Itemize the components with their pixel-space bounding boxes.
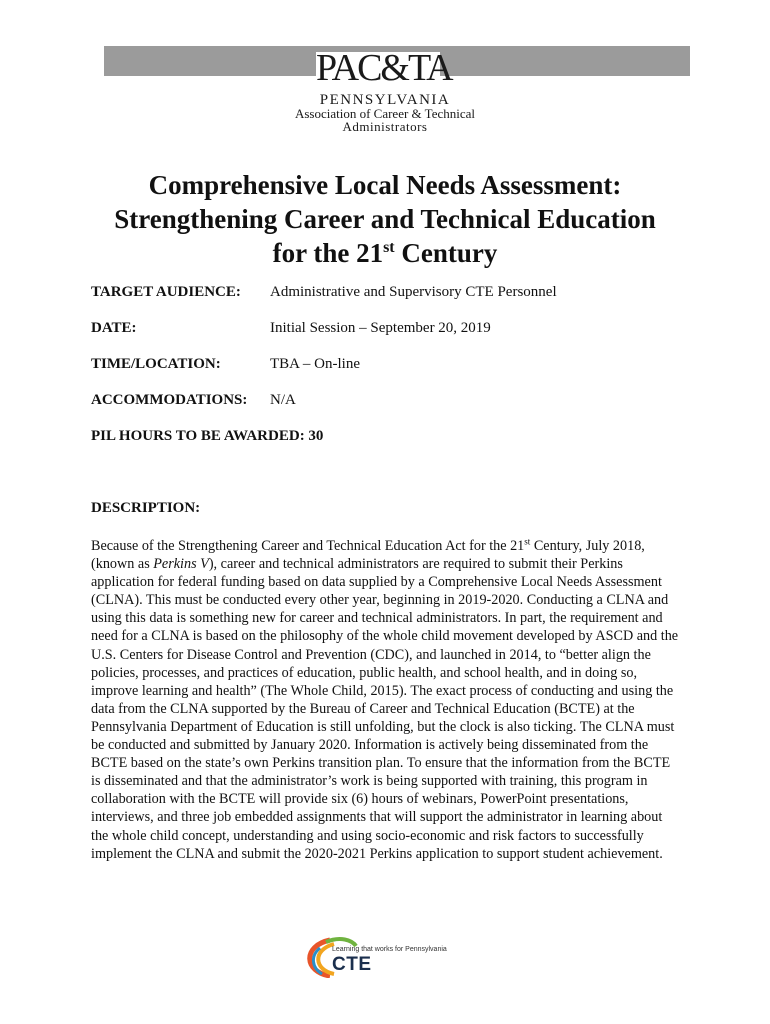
pil-hours-label: PIL HOURS TO BE AWARDED — [91, 428, 300, 444]
description-superscript: st — [524, 536, 531, 547]
date-label: DATE: — [91, 320, 137, 336]
accommodations-label: ACCOMMODATIONS: — [91, 392, 248, 408]
logo-state: PENNSYLVANIA — [319, 92, 451, 108]
logo-association: Association of Career & Technical — [294, 106, 476, 121]
time-location-value: TBA – On-line — [270, 356, 360, 372]
target-audience-value: Administrative and Supervisory CTE Personnel — [270, 284, 557, 300]
title-line-3-suffix: Century — [394, 238, 498, 268]
time-location-label: TIME/LOCATION: — [91, 356, 221, 372]
footer-tagline: Learning that works for Pennsylvania — [332, 946, 447, 953]
title-line-3-prefix: for the 21 — [272, 238, 384, 268]
date-value: Initial Session – September 20, 2019 — [270, 320, 491, 336]
cte-logo-swoosh-icon — [300, 936, 480, 978]
perkins-v-italic: Perkins V — [153, 556, 209, 573]
cte-logo-text: CTE — [332, 954, 372, 975]
document-title — [60, 168, 710, 270]
description-body — [91, 537, 681, 863]
title-superscript: st — [383, 239, 395, 256]
description-part-1: Because of the Strengthening Career and Technical Education Act for the 21 — [91, 538, 525, 554]
description-part-3: ), career and technical administrators are required to submit their Perkins application for federal funding based on data supplied by a Comprehensive Local Needs Assessment (CLNA). This must be conducted every other year, beginning in 2019-2020. Conducting a CLNA and using this data is something new for career and technical administrators. In part, the requirement and need for a CLNA is based on the philosophy of the whole child movement developed by ASCD and the U.S. Centers for Disease Control and Prevention (CDC), and launched in 2014, to “better align the policies, processes, and practices of education, public health, and school health, and in doing so, improve learning and health” (The Whole Child, 2015). The exact process of conducting and using the data from the CLNA supported by the Bureau of Career and Technical Education (BCTE) at the Pennsylvania Department of Education is still unfolding, but the clock is also ticking. The CLNA must be conducted and submitted by January 2020. Information is actively being disseminated from the BCTE based on the state’s own Perkins transition plan. To ensure that the information from the BCTE is disseminated and that the administrator’s work is being supported with training, this program in collaboration with the BCTE will provide six (6) hours of webinars, PowerPoint presentations, interviews, and three job embedded assignments that will support the administrator in learning about the whole child concept, understanding and using socio-economic and risk factors to successfully implement the CLNA and submit the 2020-2021 Perkins application to support student achievement. — [91, 556, 679, 862]
pil-hours — [91, 428, 323, 445]
pacta-logo: PAC&TA — [316, 47, 452, 89]
title-line-3 — [60, 236, 710, 270]
logo-administrators: Administrators — [342, 119, 428, 134]
description-part-2: Century, July 2018, (known as — [91, 538, 645, 573]
target-audience-label: TARGET AUDIENCE: — [91, 284, 241, 300]
description-heading: DESCRIPTION: — [91, 500, 201, 516]
title-line-2: Strengthening Career and Technical Education — [114, 204, 656, 234]
accommodations-value: N/A — [270, 392, 296, 408]
title-line-1: Comprehensive Local Needs Assessment: — [148, 170, 622, 200]
pil-hours-value: : 30 — [299, 428, 324, 444]
